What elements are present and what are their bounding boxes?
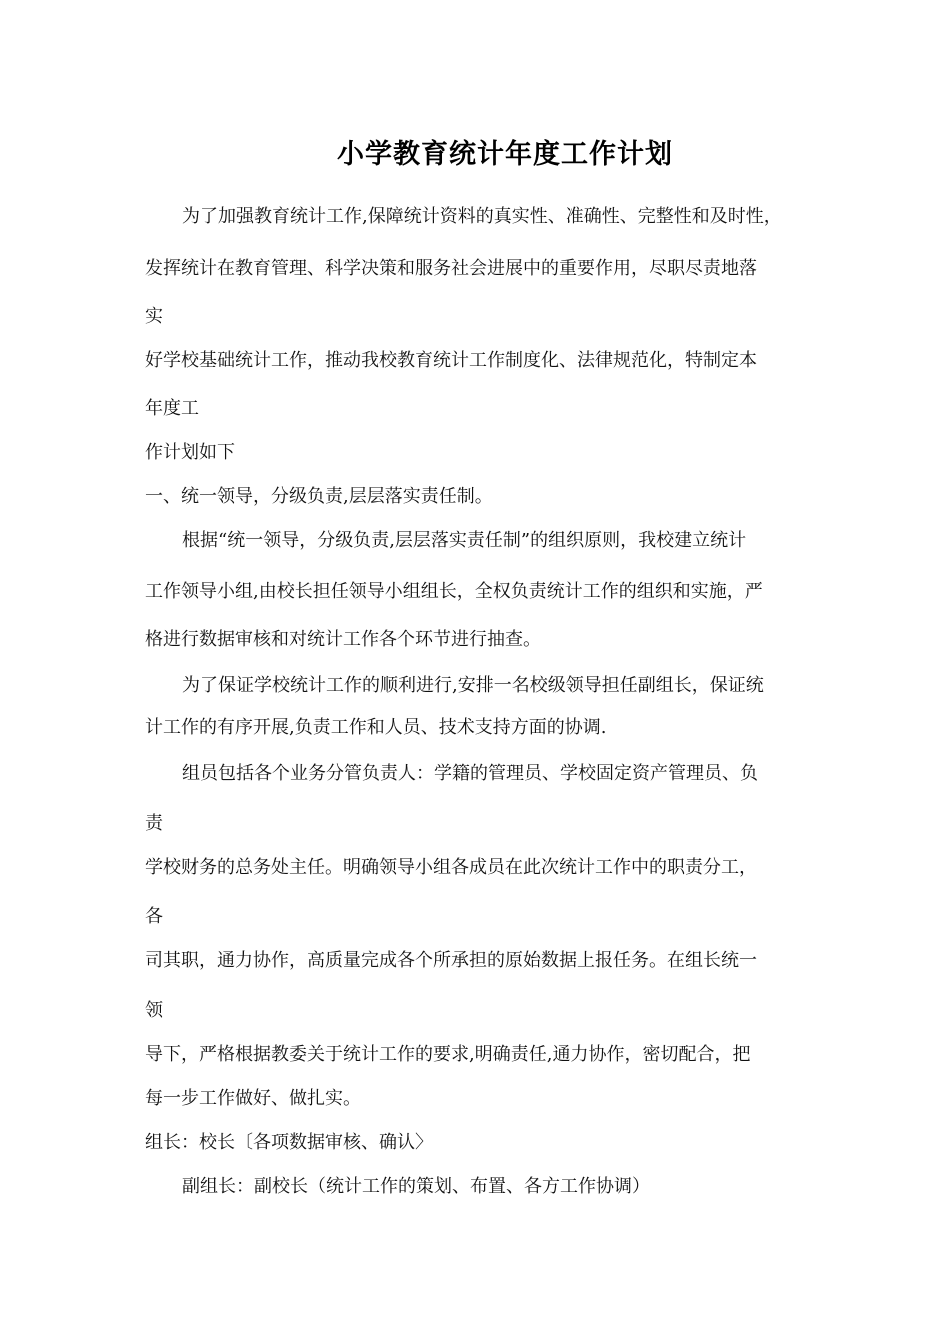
paragraph-line: 实 bbox=[145, 306, 163, 327]
paragraph-line: 每一步工作做好、做扎实。 bbox=[145, 1088, 361, 1109]
paragraph-line: 组员包括各个业务分管负责人：学籍的管理员、学校固定资产管理员、负 bbox=[182, 763, 758, 784]
paragraph-line: 导下，严格根据教委关于统计工作的要求,明确责任,通力协作，密切配合，把 bbox=[145, 1044, 751, 1065]
section-heading: 一、统一领导，分级负责,层层落实责任制。 bbox=[145, 486, 493, 507]
paragraph-line: 计工作的有序开展,负责工作和人员、技术支持方面的协调. bbox=[145, 717, 607, 738]
paragraph-line: 好学校基础统计工作，推动我校教育统计工作制度化、法律规范化，特制定本 bbox=[145, 350, 757, 371]
paragraph-line: 年度工 bbox=[145, 398, 199, 419]
paragraph-line: 为了保证学校统计工作的顺利进行,安排一名校级领导担任副组长，保证统 bbox=[182, 675, 764, 696]
paragraph-line: 领 bbox=[145, 1000, 163, 1021]
paragraph-line: 工作领导小组,由校长担任领导小组组长，全权负责统计工作的组织和实施，严 bbox=[145, 581, 763, 602]
paragraph-line: 发挥统计在教育管理、科学决策和服务社会进展中的重要作用，尽职尽责地落 bbox=[145, 258, 757, 279]
paragraph-line: 作计划如下 bbox=[145, 442, 235, 463]
paragraph-line: 学校财务的总务处主任。明确领导小组各成员在此次统计工作中的职责分工， bbox=[145, 857, 757, 878]
paragraph-line: 司其职，通力协作，高质量完成各个所承担的原始数据上报任务。在组长统一 bbox=[145, 950, 757, 971]
document-title: 小学教育统计年度工作计划 bbox=[337, 139, 673, 170]
paragraph-line: 格进行数据审核和对统计工作各个环节进行抽查。 bbox=[145, 629, 541, 650]
paragraph-line: 责 bbox=[145, 813, 163, 834]
paragraph-line: 各 bbox=[145, 906, 163, 927]
paragraph-line: 为了加强教育统计工作,保障统计资料的真实性、准确性、完整性和及时性， bbox=[182, 206, 782, 227]
paragraph-line: 组长：校长〔各项数据审核、确认〉 bbox=[145, 1132, 433, 1153]
paragraph-line: 副组长：副校长（统计工作的策划、布置、各方工作协调） bbox=[182, 1176, 650, 1197]
paragraph-line: 根据“统一领导，分级负责,层层落实责任制”的组织原则，我校建立统计 bbox=[182, 530, 747, 551]
